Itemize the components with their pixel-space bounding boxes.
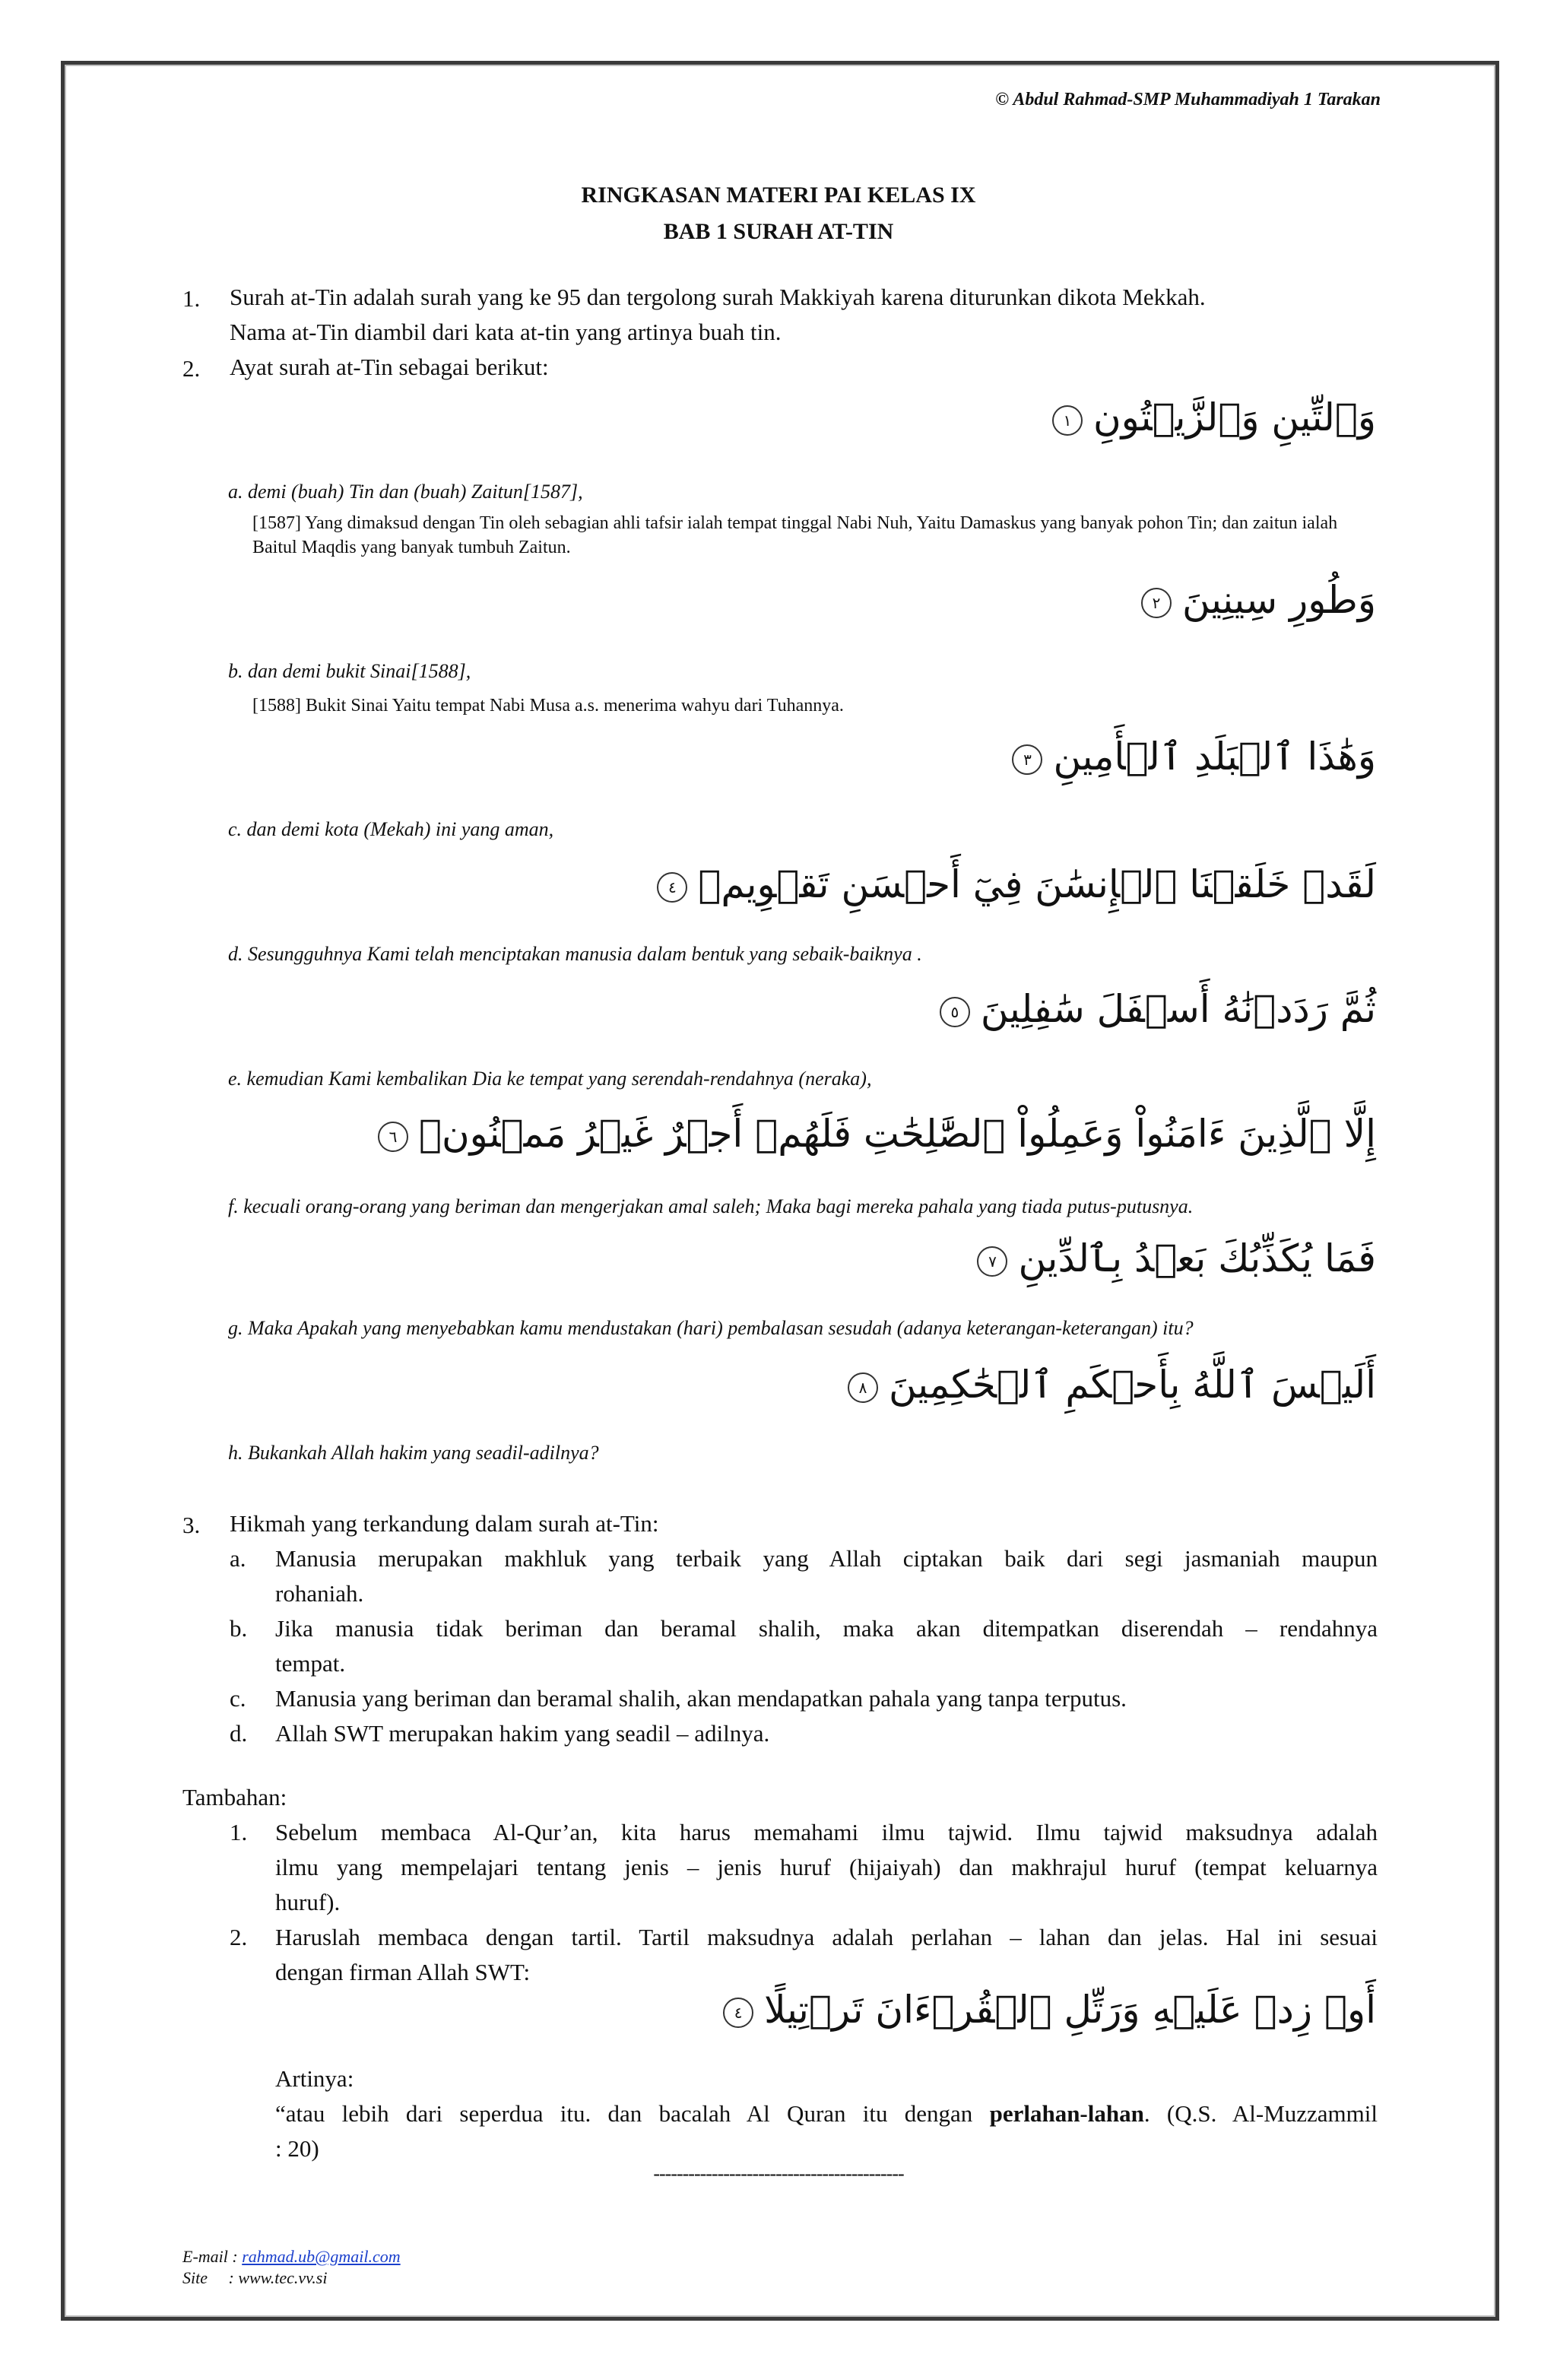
- hikmah-line: tempat.: [275, 1650, 346, 1677]
- hikmah-item: Allah SWT merupakan hakim yang seadil – adilnya.: [275, 1720, 770, 1747]
- arabic-text: وَهَٰذَا ٱلۡبَلَدِ ٱلۡأَمِينِ: [1053, 735, 1376, 779]
- document-title: RINGKASAN MATERI PAI KELAS IX: [581, 182, 976, 208]
- tambahan-line: Haruslah membaca dengan tartil. Tartil maksudnya adalah perlahan – lahan dan jelas. Hal ini sesuai: [275, 1924, 1378, 1950]
- point-line: Nama at-Tin diambil dari kata at-tin yang artinya buah tin.: [230, 319, 782, 345]
- arabic-text: أَلَيۡسَ ٱللَّهُ بِأَحۡكَمِ ٱلۡحَٰكِمِينَ: [889, 1363, 1376, 1407]
- hikmah-line: Manusia merupakan makhluk yang terbaik yang Allah ciptakan baik dari segi jasmaniah maupun: [275, 1545, 1378, 1572]
- artinya-line: : 20): [275, 2135, 319, 2162]
- arabic-verse: [848, 1363, 1376, 1407]
- point-number: 1.: [182, 285, 201, 312]
- email-label: E-mail :: [182, 2247, 243, 2266]
- document-subtitle: BAB 1 SURAH AT-TIN: [663, 219, 894, 244]
- verse-number-icon: ٧: [977, 1246, 1007, 1277]
- verse-number-icon: ٣: [1012, 744, 1042, 775]
- tambahan-item: [275, 1920, 1378, 1990]
- hikmah-label: b.: [230, 1615, 248, 1642]
- verse-translation: g. Maka Apakah yang menyebabkan kamu mendustakan (hari) pembalasan sesudah (adanya keterangan-keterangan) itu?: [228, 1317, 1194, 1339]
- site-label: Site :: [182, 2268, 239, 2287]
- verse-translation: d. Sesungguhnya Kami telah menciptakan manusia dalam bentuk yang sebaik-baiknya .: [228, 943, 922, 965]
- verse-number-icon: ١: [1052, 405, 1083, 436]
- arabic-verse: [940, 987, 1376, 1031]
- email-link[interactable]: rahmad.ub@gmail.com: [242, 2247, 401, 2266]
- verse-translation: f. kecuali orang-orang yang beriman dan mengerjakan amal saleh; Maka bagi mereka pahala yang tiada putus-putusnya.: [228, 1195, 1194, 1217]
- arabic-text: أَوۡ زِدۡ عَلَيۡهِ وَرَتِّلِ ٱلۡقُرۡءَانَ تَرۡتِيلًا: [764, 1988, 1376, 2032]
- separator-line: -------------------------------------------: [653, 2163, 904, 2185]
- hikmah-label: d.: [230, 1720, 248, 1747]
- arabic-text: ثُمَّ رَدَدۡنَٰهُ أَسۡفَلَ سَٰفِلِينَ: [980, 987, 1376, 1031]
- point-text: Ayat surah at-Tin sebagai berikut:: [230, 354, 549, 380]
- arabic-verse: [977, 1236, 1376, 1280]
- hikmah-item: [275, 1611, 1378, 1681]
- hikmah-item: [275, 1541, 1378, 1611]
- tambahan-line: ilmu yang mempelajari tentang jenis – jenis huruf (hijaiyah) dan makhrajul huruf (tempat keluarnya: [275, 1854, 1378, 1880]
- point-line: Surah at-Tin adalah surah yang ke 95 dan tergolong surah Makkiyah karena diturunkan dikota Mekkah.: [230, 284, 1206, 310]
- arabic-verse: [657, 862, 1376, 906]
- arabic-text: وَٱلتِّينِ وَٱلزَّيۡتُونِ: [1092, 395, 1376, 440]
- arabic-verse: [378, 1112, 1376, 1156]
- footnote: [1587] Yang dimaksud dengan Tin oleh sebagian ahli tafsir ialah tempat tinggal Nabi Nuh, Yaitu Damaskus yang banyak pohon Tin; dan zaitun ialah Baitul Maqdis yang banyak tumbuh Zaitun.: [252, 513, 1338, 557]
- hikmah-line: Jika manusia tidak beriman dan beramal shalih, maka akan ditempatkan diserendah – rendahnya: [275, 1615, 1378, 1642]
- tambahan-number: 2.: [230, 1924, 248, 1950]
- point-number: 3.: [182, 1512, 201, 1538]
- verse-number-icon: ٤: [657, 872, 687, 903]
- hikmah-label: c.: [230, 1685, 246, 1712]
- artinya-bold: perlahan-lahan: [989, 2100, 1144, 2127]
- tambahan-line: Sebelum membaca Al-Qur’an, kita harus memahami ilmu tajwid. Ilmu tajwid maksudnya adalah: [275, 1819, 1378, 1845]
- tambahan-heading: Tambahan:: [182, 1784, 287, 1810]
- site-url: www.tec.vv.si: [238, 2268, 328, 2287]
- arabic-verse: [1141, 578, 1376, 622]
- arabic-verse: [1052, 395, 1376, 440]
- verse-number-icon: ٨: [848, 1372, 878, 1403]
- header-copyright: © Abdul Rahmad-SMP Muhammadiyah 1 Tarakan: [995, 90, 1381, 109]
- arabic-text: إِلَّا ٱلَّذِينَ ءَامَنُواْ وَعَمِلُواْ ٱلصَّٰلِحَٰتِ فَلَهُمۡ أَجۡرٌ غَيۡرُ مَمۡنُونٖ: [418, 1112, 1376, 1156]
- footnote: [1588] Bukit Sinai Yaitu tempat Nabi Musa a.s. menerima wahyu dari Tuhannya.: [252, 696, 844, 716]
- verse-translation: c. dan demi kota (Mekah) ini yang aman,: [228, 818, 554, 840]
- hikmah-line: rohaniah.: [275, 1580, 364, 1607]
- verse-translation: h. Bukankah Allah hakim yang seadil-adilnya?: [228, 1442, 599, 1464]
- arabic-text: لَقَدۡ خَلَقۡنَا ٱلۡإِنسَٰنَ فِيٓ أَحۡسَنِ تَقۡوِيمٖ: [698, 862, 1376, 906]
- verse-number-icon: ٦: [378, 1122, 408, 1152]
- arabic-text: وَطُورِ سِينِينَ: [1181, 578, 1376, 622]
- verse-number-icon: ٥: [940, 997, 970, 1027]
- verse-translation: b. dan demi bukit Sinai[1588],: [228, 660, 471, 682]
- artinya-label: Artinya:: [275, 2065, 354, 2092]
- arabic-verse: [723, 1988, 1376, 2032]
- artinya-post: . (Q.S. Al-Muzzammil: [1143, 2100, 1378, 2127]
- arabic-verse: [1012, 735, 1376, 779]
- artinya-text: [275, 2096, 1378, 2166]
- point-text: [230, 280, 1378, 350]
- hikmah-heading: Hikmah yang terkandung dalam surah at-Tin:: [230, 1510, 659, 1537]
- verse-translation: e. kemudian Kami kembalikan Dia ke tempat yang serendah-rendahnya (neraka),: [228, 1068, 872, 1090]
- artinya-pre: “atau lebih dari seperdua itu. dan bacalah Al Quran itu dengan: [275, 2100, 990, 2127]
- artinya-line: [275, 2096, 1378, 2131]
- tambahan-number: 1.: [230, 1819, 248, 1845]
- verse-number-icon: ٢: [1141, 588, 1172, 618]
- verse-number-icon: ٤: [723, 1998, 753, 2028]
- tambahan-item: [275, 1815, 1378, 1920]
- footer-site-row: [182, 2267, 327, 2289]
- point-number: 2.: [182, 355, 201, 382]
- tambahan-line: dengan firman Allah SWT:: [275, 1959, 531, 1985]
- arabic-text: فَمَا يُكَذِّبُكَ بَعۡدُ بِٱلدِّينِ: [1018, 1236, 1376, 1280]
- hikmah-label: a.: [230, 1545, 246, 1572]
- footer-email-row: [182, 2246, 401, 2267]
- verse-translation: a. demi (buah) Tin dan (buah) Zaitun[1587],: [228, 481, 583, 503]
- tambahan-line: huruf).: [275, 1889, 341, 1915]
- hikmah-item: Manusia yang beriman dan beramal shalih, akan mendapatkan pahala yang tanpa terputus.: [275, 1685, 1127, 1712]
